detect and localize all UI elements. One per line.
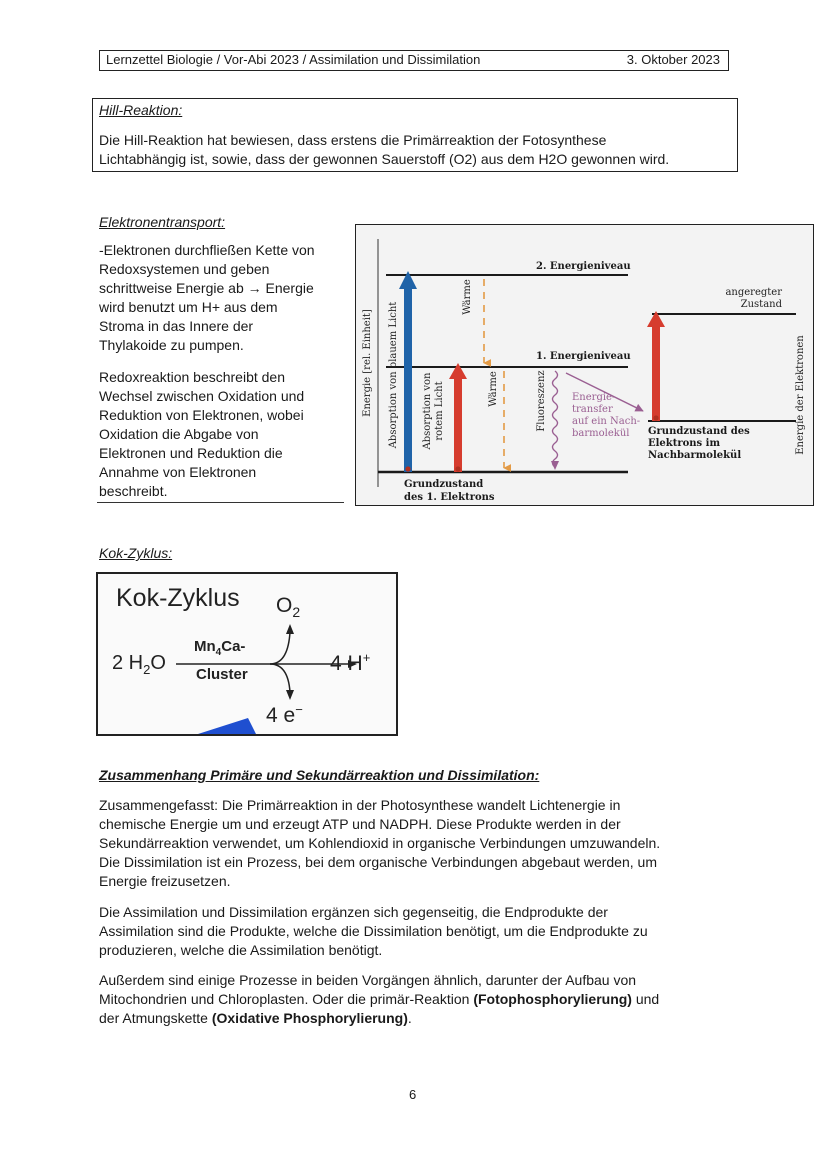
header-title: Lernzettel Biologie / Vor-Abi 2023 / Assimilation und Dissimilation bbox=[106, 52, 481, 67]
text-line: schrittweise Energie ab → Energie bbox=[99, 280, 314, 296]
text-line: produzieren, welche die Assimilation benötigt. bbox=[99, 942, 383, 958]
electron-arrow-head bbox=[286, 690, 294, 700]
summary-paragraph-3 bbox=[99, 971, 659, 1028]
fluorescence-label: Fluoreszenz bbox=[536, 370, 547, 432]
right-axis-label: Energie der Elektronen bbox=[795, 335, 806, 455]
excited-state-label-1: angeregter bbox=[725, 287, 782, 298]
text-span: Mitochondrien und Chloroplasten. Oder die primär-Reaktion bbox=[99, 991, 474, 1007]
electron-dot bbox=[653, 415, 658, 420]
text-line: Reduktion von Elektronen, wobei bbox=[99, 407, 304, 423]
text-line: Die Dissimilation ist ein Prozess, bei dem organische Verbindungen abgebaut werden, um bbox=[99, 854, 657, 870]
energy-level-1-label: 1. Energieniveau bbox=[536, 351, 631, 362]
kok-cycle-figure bbox=[96, 572, 398, 736]
text-line: wird benutzt um H+ aus dem bbox=[99, 299, 278, 315]
text-line: Zusammengefasst: Die Primärreaktion in der Photosynthese wandelt Lichtenergie in bbox=[99, 797, 621, 813]
decorative-blue-shape bbox=[198, 718, 256, 734]
proton-product bbox=[330, 650, 370, 676]
neighbor-ground-label-3: Nachbarmolekül bbox=[648, 450, 742, 461]
summary-heading: Zusammenhang Primäre und Sekundärreaktion und Dissimilation: bbox=[99, 767, 540, 783]
text-line: Elektronen und Reduktion die bbox=[99, 445, 283, 461]
energy-transfer-label-3: auf ein Nach- bbox=[572, 416, 641, 427]
text-line: Stroma in das Innere der bbox=[99, 318, 254, 334]
hill-reaction-line-2: Lichtabhängig ist, sowie, dass der gewonnen Sauerstoff (O2) aus dem H2O gewonnen wird. bbox=[99, 151, 670, 167]
electron-transport-heading: Elektronentransport: bbox=[99, 214, 226, 230]
oxygen-product bbox=[276, 594, 300, 620]
water-text: 2 H bbox=[112, 652, 144, 674]
text-line: Energie freizusetzen. bbox=[99, 873, 231, 889]
text-line: Annahme von Elektronen bbox=[99, 464, 257, 480]
ground-state-label-2: des 1. Elektrons bbox=[404, 492, 495, 503]
red-absorption-label-1: Absorption von bbox=[422, 372, 433, 450]
kok-cycle-heading: Kok-Zyklus: bbox=[99, 545, 173, 561]
blue-absorption-arrow-head bbox=[399, 271, 417, 289]
electron-branch bbox=[270, 664, 290, 692]
text-span: . bbox=[407, 1010, 412, 1026]
red-absorption-arrow-shaft bbox=[454, 377, 462, 472]
text-line: Redoxsystemen und geben bbox=[99, 261, 270, 277]
oxygen-subscript: 2 bbox=[292, 604, 301, 621]
kok-cycle-title: Kok-Zyklus bbox=[116, 584, 240, 612]
text-line: Assimilation sind die Produkte, welche die Dissimilation benötigt, um die Endprodukte zu bbox=[99, 923, 648, 939]
neighbor-ground-label-1: Grundzustand des bbox=[648, 426, 750, 437]
catalyst-subscript: 4 bbox=[215, 647, 222, 658]
energy-diagram-svg bbox=[356, 225, 813, 505]
header-date: 3. Oktober 2023 bbox=[626, 52, 720, 67]
catalyst-tail: Ca- bbox=[221, 638, 246, 655]
red-absorption-arrow-head bbox=[449, 363, 467, 379]
text-line bbox=[99, 1009, 659, 1028]
text-line bbox=[99, 990, 659, 1009]
energy-transfer-label-4: barmolekül bbox=[572, 428, 630, 439]
electron-dot bbox=[455, 466, 460, 471]
text-span: der Atmungskette bbox=[99, 1010, 212, 1026]
proton-text: 4 H bbox=[330, 652, 363, 675]
electron-transport-paragraph-1 bbox=[99, 241, 315, 355]
divider bbox=[97, 502, 344, 503]
text-line: Wechsel zwischen Oxidation und bbox=[99, 388, 305, 404]
neighbor-excitation-arrow-shaft bbox=[652, 325, 660, 421]
summary-paragraph-1 bbox=[99, 796, 660, 891]
hill-reaction-line-1: Die Hill-Reaktion hat bewiesen, dass erstens die Primärreaktion der Fotosynthese bbox=[99, 132, 607, 148]
energy-level-2-label: 2. Energieniveau bbox=[536, 261, 631, 272]
page-number: 6 bbox=[409, 1087, 417, 1102]
energy-transfer-label-1: Energie- bbox=[572, 392, 616, 403]
text-line: Die Assimilation und Dissimilation ergänzen sich gegenseitig, die Endprodukte der bbox=[99, 904, 608, 920]
electron-dot bbox=[405, 466, 410, 471]
text-line: -Elektronen durchfließen Kette von bbox=[99, 242, 315, 258]
text-line: Thylakoide zu pumpen. bbox=[99, 337, 244, 353]
electron-product bbox=[266, 702, 303, 728]
text-line: Sekundärreaktion verwendet, um Kohlendioxid in organische Verbindungen umzuwandeln. bbox=[99, 835, 661, 851]
water-tail: O bbox=[150, 652, 166, 674]
summary-paragraph-2 bbox=[99, 903, 648, 960]
text-line: Oxidation die Abgabe von bbox=[99, 426, 259, 442]
red-absorption-label-2: rotem Licht bbox=[434, 381, 445, 441]
text-line: beschreibt. bbox=[99, 483, 168, 499]
text-line: chemische Energie um und erzeugt ATP und NADPH. Diese Produkte werden in der bbox=[99, 816, 621, 832]
fluorescence-wave bbox=[553, 371, 558, 467]
energy-level-diagram bbox=[355, 224, 814, 506]
y-axis-label: Energie [rel. Einheit] bbox=[362, 309, 373, 417]
energy-transfer-label-2: transfer bbox=[572, 404, 613, 415]
electron-text: 4 e bbox=[266, 704, 296, 727]
blue-absorption-arrow-shaft bbox=[404, 287, 412, 472]
heat-label-lower: Wärme bbox=[488, 371, 499, 407]
hill-reaction-heading: Hill-Reaktion: bbox=[99, 102, 183, 118]
heat-label-upper: Wärme bbox=[462, 279, 473, 315]
oxygen-branch bbox=[270, 632, 290, 664]
text-line: Redoxreaktion beschreibt den bbox=[99, 369, 286, 385]
excited-state-label-2: Zustand bbox=[740, 299, 782, 310]
oxidative-phosphorylation-term: (Oxidative Phosphorylierung) bbox=[211, 1010, 408, 1026]
text-span: und bbox=[631, 991, 660, 1007]
proton-superscript: + bbox=[362, 650, 371, 665]
ground-state-label-1: Grundzustand bbox=[404, 479, 484, 490]
catalyst-text: Mn bbox=[194, 638, 216, 655]
electron-transport-paragraph-2 bbox=[99, 368, 304, 501]
oxygen-arrow-head bbox=[286, 624, 294, 634]
photophosphorylation-term: (Fotophosphorylierung) bbox=[473, 991, 632, 1007]
oxygen-text: O bbox=[276, 594, 293, 617]
neighbor-ground-label-2: Elektrons im bbox=[648, 438, 721, 449]
fluorescence-arrow-head bbox=[551, 461, 559, 470]
blue-absorption-label: Absorption von blauem Licht bbox=[388, 301, 399, 449]
text-line: Außerdem sind einige Prozesse in beiden Vorgängen ähnlich, darunter der Aufbau von bbox=[99, 972, 637, 988]
water-subscript: 2 bbox=[143, 662, 151, 677]
catalyst-cluster-label: Cluster bbox=[196, 666, 248, 683]
electron-superscript: − bbox=[295, 702, 303, 717]
